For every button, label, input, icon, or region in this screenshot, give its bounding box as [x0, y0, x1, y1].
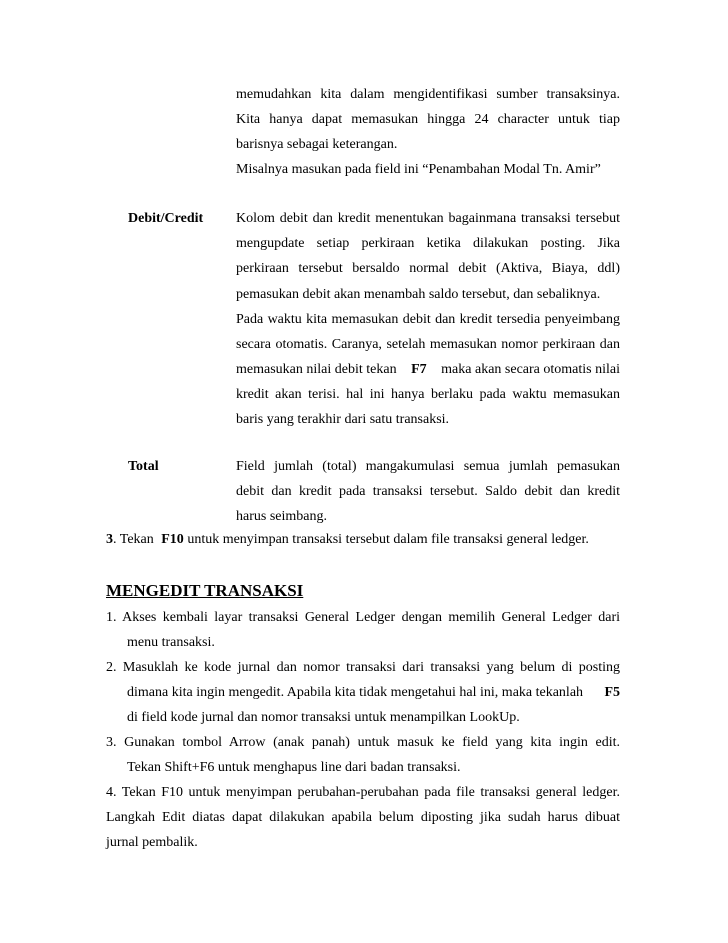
total-line-2: debit dan kredit pada transaksi tersebut. Saldo debit dan kredit	[236, 484, 620, 499]
edit-item-2-line-3: di field kode jurnal dan nomor transaksi untuk menampilkan LookUp.	[127, 710, 520, 725]
debit-credit-line-7b: maka akan secara otomatis nilai	[441, 362, 620, 377]
debit-credit-line-9: baris yang terakhir dari satu transaksi.	[236, 412, 450, 427]
debit-credit-line-3: perkiraan tersebut bersaldo normal debit (Aktiva, Biaya, ddl)	[236, 261, 620, 276]
edit-item-2-line-1: 2. Masuklah ke kode jurnal dan nomor transaksi dari transaksi yang belum di posting	[106, 660, 620, 675]
total-line-1: Field jumlah (total) mangakumulasi semua jumlah pemasukan	[236, 459, 620, 474]
intro-line-1: memudahkan kita dalam mengidentifikasi sumber transaksinya.	[236, 87, 620, 102]
debit-credit-line-5: Pada waktu kita memasukan debit dan kredit tersedia penyeimbang	[236, 312, 620, 327]
debit-credit-line-4: pemasukan debit akan menambah saldo tersebut, dan sebaliknya.	[236, 287, 601, 302]
intro-line-2: Kita hanya dapat memasukan hingga 24 character untuk tiap	[236, 112, 620, 127]
term-debit-credit: Debit/Credit	[128, 211, 204, 226]
section-heading: MENGEDIT TRANSAKSI	[106, 581, 304, 600]
intro-line-4: Misalnya masukan pada field ini “Penambahan Modal Tn. Amir”	[236, 162, 601, 177]
edit-item-2-line-2	[127, 684, 620, 702]
step-3-text-a: . Tekan	[113, 532, 154, 547]
debit-credit-line-7	[236, 361, 620, 379]
closing-line-1: Langkah Edit diatas dapat dilakukan apabila belum diposting jika sudah harus dibuat	[106, 810, 620, 825]
total-line-3: harus seimbang.	[236, 509, 327, 524]
step-3-number: 3	[106, 532, 113, 547]
edit-item-4: 4. Tekan F10 untuk menyimpan perubahan-perubahan pada file transaksi general ledger.	[106, 785, 620, 800]
edit-item-1-line-1: 1. Akses kembali layar transaksi General Ledger dengan memilih General Ledger dari	[106, 610, 620, 625]
debit-credit-line-6: secara otomatis. Caranya, setelah memasukan nomor perkiraan dan	[236, 337, 620, 352]
edit-item-2-line-2a: dimana kita ingin mengedit. Apabila kita tidak mengetahui hal ini, maka tekanlah	[127, 685, 584, 700]
term-total: Total	[128, 459, 159, 474]
step-3-text-b: untuk menyimpan transaksi tersebut dalam file transaksi general ledger.	[187, 532, 589, 547]
edit-item-3-line-2: Tekan Shift+F6 untuk menghapus line dari badan transaksi.	[127, 760, 461, 775]
key-f7: F7	[411, 362, 427, 377]
debit-credit-line-2: mengupdate setiap perkiraan ketika dilakukan posting. Jika	[236, 236, 620, 251]
key-f10: F10	[161, 532, 184, 547]
step-3	[106, 531, 589, 549]
edit-item-1-line-2: menu transaksi.	[127, 635, 215, 650]
key-f5: F5	[604, 685, 620, 700]
intro-line-3: barisnya sebagai keterangan.	[236, 137, 398, 152]
edit-item-3-line-1: 3. Gunakan tombol Arrow (anak panah) untuk masuk ke field yang kita ingin edit.	[106, 735, 620, 750]
debit-credit-line-8: kredit akan terisi. hal ini hanya berlaku pada waktu memasukan	[236, 387, 620, 402]
debit-credit-line-7a: memasukan nilai debit tekan	[236, 362, 397, 377]
closing-line-2: jurnal pembalik.	[106, 835, 198, 850]
debit-credit-line-1: Kolom debit dan kredit menentukan bagainmana transaksi tersebut	[236, 211, 620, 226]
